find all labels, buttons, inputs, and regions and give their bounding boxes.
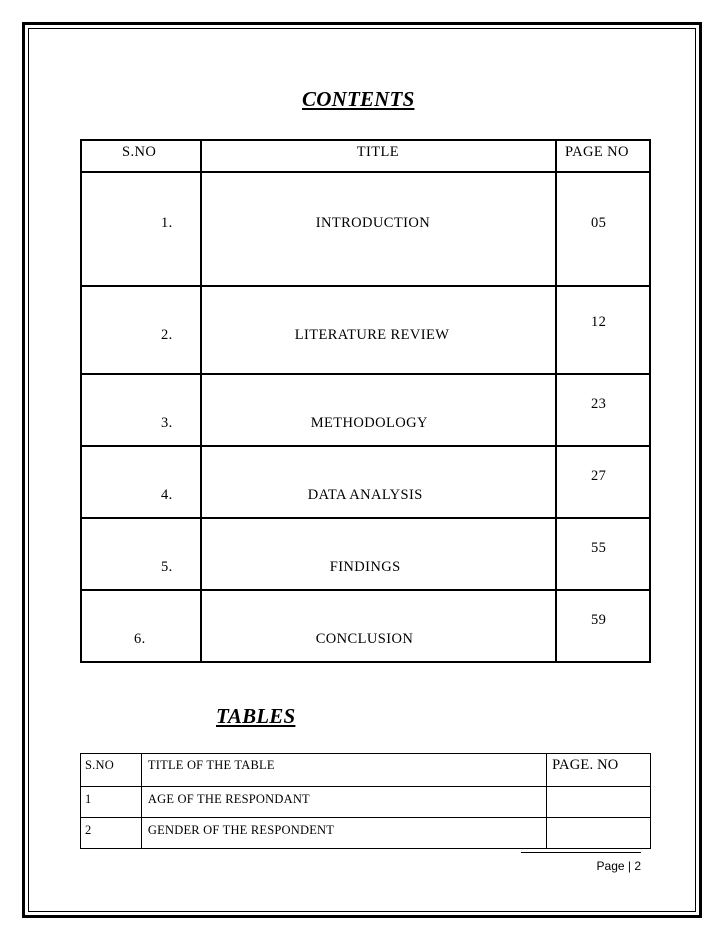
row-sno-text: 1	[85, 792, 92, 806]
row-title-text: METHODOLOGY	[310, 415, 428, 431]
row-title-text: GENDER OF THE RESPONDENT	[147, 823, 335, 837]
header-title-label: TITLE OF THE TABLE	[147, 758, 275, 772]
header-title-label: TITLE	[356, 144, 399, 160]
row-sno-text: 2	[85, 823, 92, 837]
header-sno	[81, 754, 142, 787]
header-sno-label: S.NO	[122, 144, 157, 160]
row-page-text	[547, 818, 650, 823]
row-sno	[81, 374, 201, 446]
row-title-text: FINDINGS	[329, 559, 401, 575]
table-row	[81, 374, 650, 446]
row-page-text: 12	[590, 314, 607, 330]
table-row	[81, 518, 650, 590]
row-page-text: 27	[590, 468, 607, 484]
table-row	[81, 172, 650, 286]
table-row	[81, 590, 650, 662]
row-page	[547, 818, 651, 849]
row-title-text: DATA ANALYSIS	[307, 487, 423, 503]
table-row	[81, 446, 650, 518]
header-page-label: PAGE NO	[564, 144, 629, 160]
row-title-text: CONCLUSION	[315, 631, 414, 647]
row-sno-text: 4.	[161, 487, 173, 503]
row-sno-text: 2.	[161, 327, 173, 343]
row-title-text: AGE OF THE RESPONDANT	[147, 792, 310, 806]
row-title-text: LITERATURE REVIEW	[294, 327, 450, 343]
row-sno	[81, 590, 201, 662]
header-page	[556, 140, 650, 172]
row-title	[141, 787, 546, 818]
row-page-text: 05	[590, 215, 607, 231]
table-row	[81, 787, 651, 818]
header-page-label: PAGE. NO	[552, 757, 619, 773]
contents-table	[80, 139, 651, 663]
row-page-text: 59	[590, 612, 607, 628]
row-title-text: INTRODUCTION	[315, 215, 431, 231]
row-sno-text: 1.	[161, 215, 173, 231]
row-title	[201, 590, 556, 662]
row-title	[201, 374, 556, 446]
row-sno-text: 5.	[161, 559, 173, 575]
row-page	[556, 172, 650, 286]
row-page	[556, 374, 650, 446]
row-sno	[81, 446, 201, 518]
row-page-text: 55	[590, 540, 607, 556]
table-row	[81, 818, 651, 849]
header-title	[141, 754, 546, 787]
row-sno-text: 3.	[161, 415, 173, 431]
row-sno	[81, 818, 142, 849]
header-sno	[81, 140, 201, 172]
row-page	[556, 286, 650, 374]
row-page	[547, 787, 651, 818]
tables-heading: TABLES	[216, 704, 296, 728]
tables-header-row	[81, 754, 651, 787]
row-title	[201, 446, 556, 518]
page-number-footer: Page | 2	[521, 852, 641, 873]
row-title	[201, 172, 556, 286]
header-sno-label: S.NO	[85, 758, 114, 772]
tables-table	[80, 753, 651, 849]
row-page	[556, 590, 650, 662]
header-title	[201, 140, 556, 172]
contents-header-row	[81, 140, 650, 172]
header-page	[547, 754, 651, 787]
row-title	[201, 518, 556, 590]
row-sno	[81, 787, 142, 818]
row-page	[556, 518, 650, 590]
row-title	[141, 818, 546, 849]
row-sno	[81, 286, 201, 374]
row-page-text: 23	[590, 396, 607, 412]
table-row	[81, 286, 650, 374]
row-sno	[81, 172, 201, 286]
row-title	[201, 286, 556, 374]
contents-heading: CONTENTS	[302, 87, 415, 111]
row-page-text	[547, 787, 650, 792]
row-sno-text: 6.	[134, 631, 146, 647]
row-page	[556, 446, 650, 518]
row-sno	[81, 518, 201, 590]
